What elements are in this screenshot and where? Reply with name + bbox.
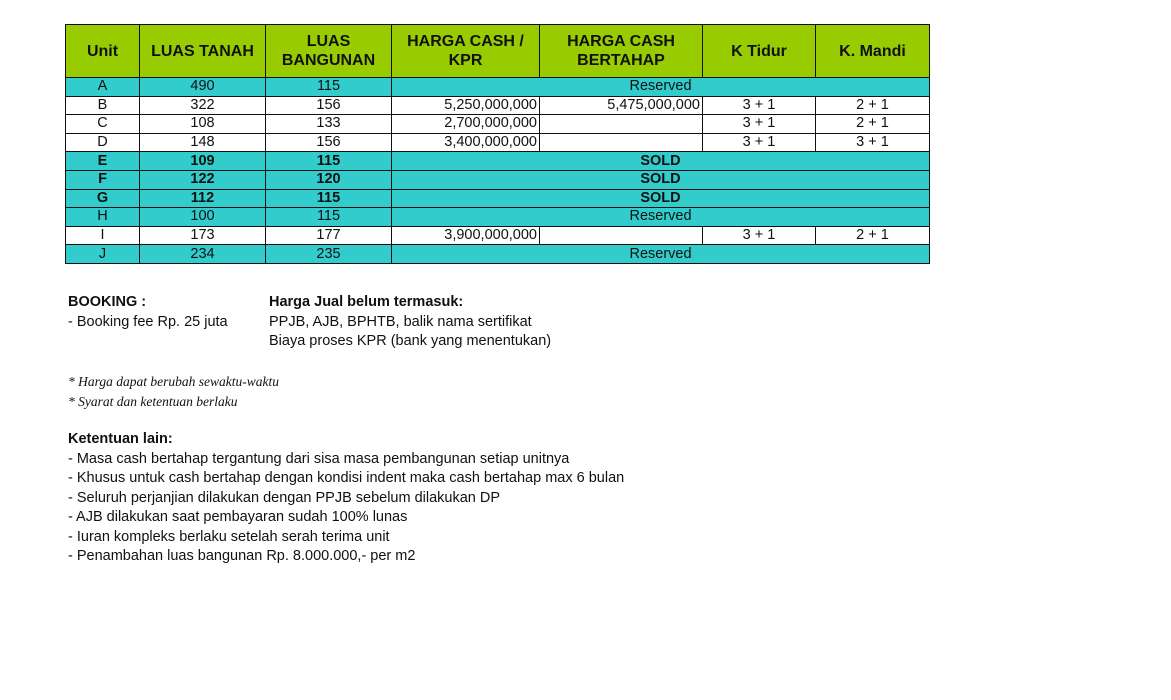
cell-status: SOLD [392,189,930,208]
cell-harga-cash-kpr: 2,700,000,000 [392,115,540,134]
booking-section [68,293,228,332]
cell-unit: A [66,78,140,97]
table-row [66,78,930,97]
note-line: * Syarat dan ketentuan berlaku [68,393,238,409]
table-body [66,78,930,264]
ketentuan-item: - Iuran kompleks berlaku setelah serah terima unit [68,528,390,545]
cell-k-tidur: 3 + 1 [703,96,816,115]
ketentuan-item: - AJB dilakukan saat pembayaran sudah 100% lunas [68,509,408,525]
cell-luas-bangunan: 235 [266,245,392,264]
cell-harga-cash-bertahap: 5,475,000,000 [540,96,703,115]
ketentuan-item: - Khusus untuk cash bertahap dengan kondisi indent maka cash bertahap max 6 bulan [68,470,625,486]
cell-k-tidur: 3 + 1 [703,226,816,245]
cell-unit: F [66,170,140,189]
header-harga-cash-kpr: HARGA CASH / KPR [392,25,540,78]
cell-k-mandi: 2 + 1 [816,115,930,134]
ketentuan-item: - Seluruh perjanjian dilakukan dengan PPJB sebelum dilakukan DP [68,489,501,506]
ketentuan-section [68,430,624,567]
cell-luas-tanah: 148 [140,133,266,152]
cell-luas-tanah: 173 [140,226,266,245]
ketentuan-item: - Masa cash bertahap tergantung dari sisa masa pembangunan setiap unitnya [68,450,570,467]
cell-luas-tanah: 234 [140,245,266,264]
cell-unit: J [66,245,140,264]
table-row [66,170,930,189]
cell-luas-tanah: 100 [140,208,266,227]
header-luas-tanah: LUAS TANAH [140,25,266,78]
cell-luas-bangunan: 115 [266,189,392,208]
header-k-mandi: K. Mandi [816,25,930,78]
harga-jual-title: Harga Jual belum termasuk: [269,294,464,310]
cell-luas-bangunan: 115 [266,78,392,97]
cell-harga-cash-bertahap [540,115,703,134]
cell-unit: C [66,115,140,134]
cell-k-tidur: 3 + 1 [703,115,816,134]
header-luas-bangunan: LUAS BANGUNAN [266,25,392,78]
cell-unit: B [66,96,140,115]
cell-luas-tanah: 108 [140,115,266,134]
cell-unit: E [66,152,140,171]
table-row [66,245,930,264]
cell-unit: D [66,133,140,152]
cell-status: SOLD [392,152,930,171]
cell-status: Reserved [392,78,930,97]
cell-harga-cash-kpr: 5,250,000,000 [392,96,540,115]
cell-luas-bangunan: 177 [266,226,392,245]
cell-luas-bangunan: 156 [266,133,392,152]
cell-harga-cash-kpr: 3,900,000,000 [392,226,540,245]
harga-jual-line: Biaya proses KPR (bank yang menentukan) [269,333,552,349]
cell-harga-cash-bertahap [540,133,703,152]
cell-k-mandi: 3 + 1 [816,133,930,152]
cell-unit: H [66,208,140,227]
cell-unit: G [66,189,140,208]
table-row [66,96,930,115]
price-table-container [65,24,930,264]
cell-status: Reserved [392,208,930,227]
table-row [66,115,930,134]
cell-status: Reserved [392,245,930,264]
cell-luas-tanah: 109 [140,152,266,171]
table-row [66,208,930,227]
cell-luas-bangunan: 120 [266,170,392,189]
cell-luas-bangunan: 156 [266,96,392,115]
header-k-tidur: K Tidur [703,25,816,78]
note-line: * Harga dapat berubah sewaktu-waktu [68,374,279,389]
table-row [66,133,930,152]
cell-luas-bangunan: 115 [266,208,392,227]
cell-status: SOLD [392,170,930,189]
notes-section [68,372,279,411]
cell-k-tidur: 3 + 1 [703,133,816,152]
cell-luas-bangunan: 115 [266,152,392,171]
cell-luas-tanah: 490 [140,78,266,97]
cell-luas-tanah: 112 [140,189,266,208]
cell-harga-cash-bertahap [540,226,703,245]
table-header-row [66,25,930,78]
header-unit: Unit [66,25,140,78]
cell-k-mandi: 2 + 1 [816,226,930,245]
cell-luas-tanah: 122 [140,170,266,189]
table-row [66,189,930,208]
ketentuan-title: Ketentuan lain: [68,431,173,447]
table-row [66,152,930,171]
cell-k-mandi: 2 + 1 [816,96,930,115]
booking-title: BOOKING : [68,294,147,310]
cell-luas-bangunan: 133 [266,115,392,134]
cell-harga-cash-kpr: 3,400,000,000 [392,133,540,152]
harga-jual-line: PPJB, AJB, BPHTB, balik nama sertifikat [269,313,532,330]
ketentuan-item: - Penambahan luas bangunan Rp. 8.000.000,- per m2 [68,548,416,564]
harga-jual-section [269,293,551,352]
table-row [66,226,930,245]
booking-fee: - Booking fee Rp. 25 juta [68,313,228,330]
cell-unit: I [66,226,140,245]
header-harga-cash-bertahap: HARGA CASH BERTAHAP [540,25,703,78]
price-table [65,24,930,264]
cell-luas-tanah: 322 [140,96,266,115]
